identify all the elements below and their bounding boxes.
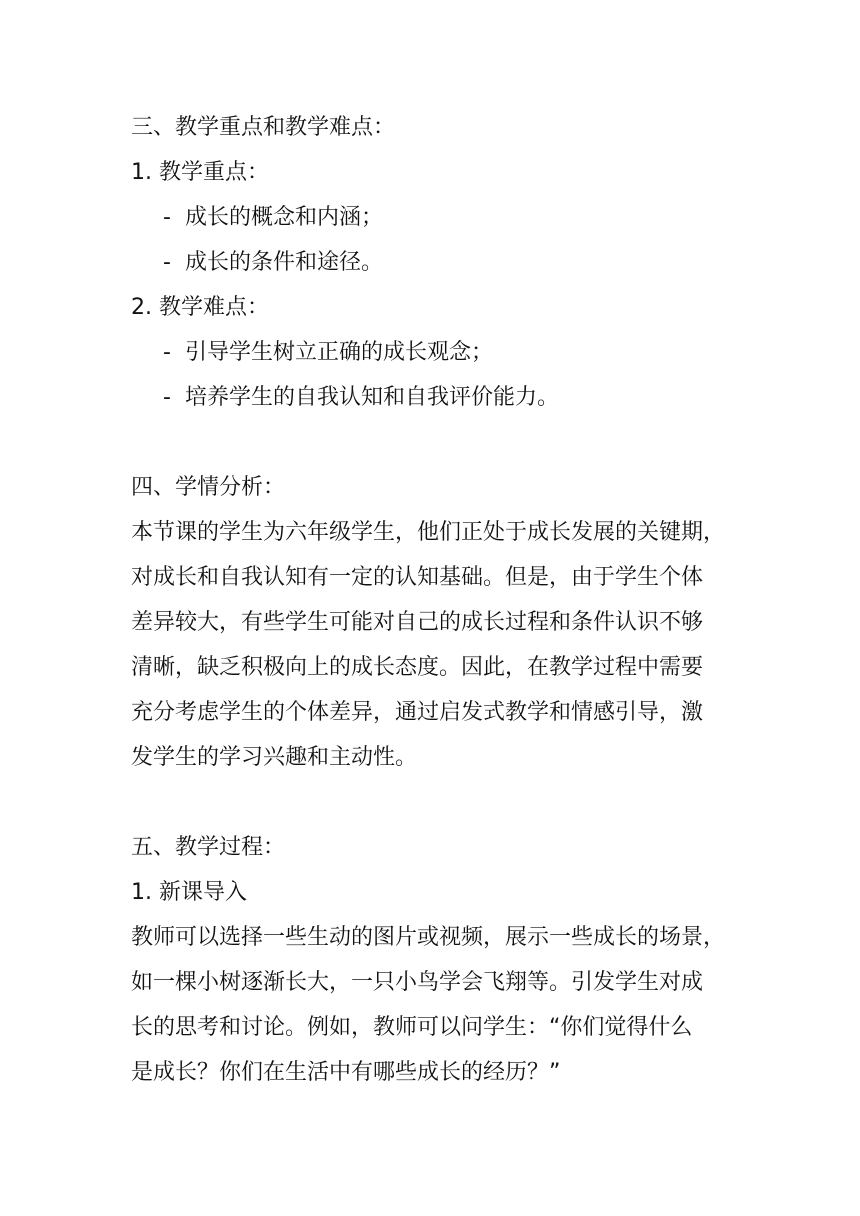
difficulty-item bbox=[163, 376, 773, 420]
bullet-dash: - bbox=[163, 250, 171, 275]
step-1-title: 新课导入 bbox=[159, 880, 248, 905]
section-5-heading: 五、教学过程： bbox=[131, 835, 286, 860]
focus-item bbox=[163, 241, 773, 285]
focus-title: 教学重点： bbox=[159, 160, 270, 185]
difficulty-item-text: 引导学生树立正确的成长观念； bbox=[185, 340, 494, 365]
paragraph-line: 充分考虑学生的个体差异，通过启发式教学和情感引导，激 bbox=[131, 700, 704, 725]
difficulty-number: 2. bbox=[131, 295, 152, 320]
step-1-number: 1. bbox=[131, 880, 152, 905]
paragraph-line: 是成长？你们在生活中有哪些成长的经历？” bbox=[131, 1060, 561, 1085]
difficulty-item-text: 培养学生的自我认知和自我评价能力。 bbox=[185, 385, 560, 410]
focus-item bbox=[163, 196, 773, 240]
paragraph-line: 教师可以选择一些生动的图片或视频，展示一些成长的场景， bbox=[131, 925, 726, 950]
focus-item-text: 成长的概念和内涵； bbox=[185, 205, 384, 230]
paragraph-line: 对成长和自我认知有一定的认知基础。但是，由于学生个体 bbox=[131, 565, 704, 590]
focus-item-text: 成长的条件和途径。 bbox=[185, 250, 384, 275]
paragraph-line: 清晰，缺乏积极向上的成长态度。因此，在教学过程中需要 bbox=[131, 655, 704, 680]
bullet-dash: - bbox=[163, 385, 171, 410]
focus-subheading bbox=[131, 151, 741, 195]
paragraph-line: 长的思考和讨论。例如，教师可以问学生：“你们觉得什么 bbox=[131, 1015, 693, 1040]
difficulty-item bbox=[163, 331, 773, 375]
section-3-heading: 三、教学重点和教学难点： bbox=[131, 115, 396, 140]
paragraph-line: 发学生的学习兴趣和主动性。 bbox=[131, 745, 418, 770]
bullet-dash: - bbox=[163, 340, 171, 365]
paragraph-line: 差异较大，有些学生可能对自己的成长过程和条件认识不够 bbox=[131, 610, 704, 635]
section-4-heading: 四、学情分析： bbox=[131, 475, 286, 500]
bullet-dash: - bbox=[163, 205, 171, 230]
step-1-subheading bbox=[131, 871, 741, 915]
difficulty-title: 教学难点： bbox=[159, 295, 270, 320]
paragraph-line: 本节课的学生为六年级学生，他们正处于成长发展的关键期， bbox=[131, 520, 726, 545]
paragraph-line: 如一棵小树逐渐长大，一只小鸟学会飞翔等。引发学生对成 bbox=[131, 970, 704, 995]
difficulty-subheading bbox=[131, 286, 741, 330]
focus-number: 1. bbox=[131, 160, 152, 185]
